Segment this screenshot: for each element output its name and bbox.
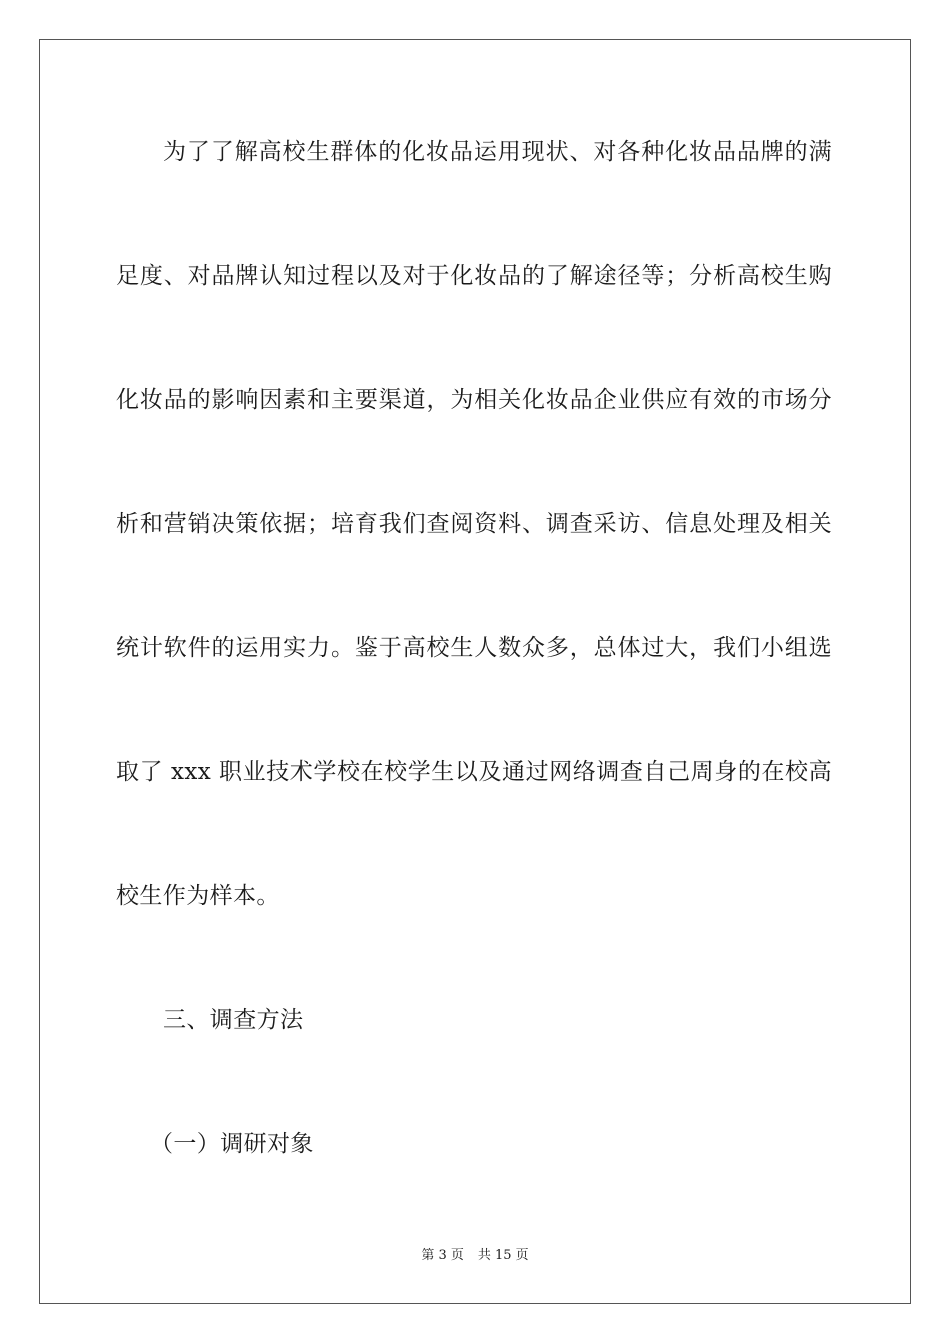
section-heading: 三、调查方法 (163, 1007, 304, 1033)
page-border (39, 39, 911, 1304)
total-pages: 共 15 页 (477, 1248, 529, 1263)
paragraph-line: 取了 xxx 职业技术学校在校学生以及通过网络调查自己周身的在校高 (116, 759, 832, 785)
paragraph-line: 化妆品的影响因素和主要渠道，为相关化妆品企业供应有效的市场分 (116, 387, 832, 413)
paragraph-line: 析和营销决策依据；培育我们查阅资料、调查采访、信息处理及相关 (116, 511, 832, 537)
paragraph-line: 校生作为样本。 (116, 883, 280, 909)
page-number: 第 3 页 (421, 1248, 464, 1263)
page-footer (0, 1247, 950, 1265)
paragraph-line: 足度、对品牌认知过程以及对于化妆品的了解途径等；分析高校生购 (116, 263, 832, 289)
paragraph-line: 为了了解高校生群体的化妆品运用现状、对各种化妆品品牌的满 (163, 139, 832, 165)
subsection-heading: （一）调研对象 (150, 1131, 314, 1157)
paragraph-line: 统计软件的运用实力。鉴于高校生人数众多，总体过大，我们小组选 (116, 635, 832, 661)
